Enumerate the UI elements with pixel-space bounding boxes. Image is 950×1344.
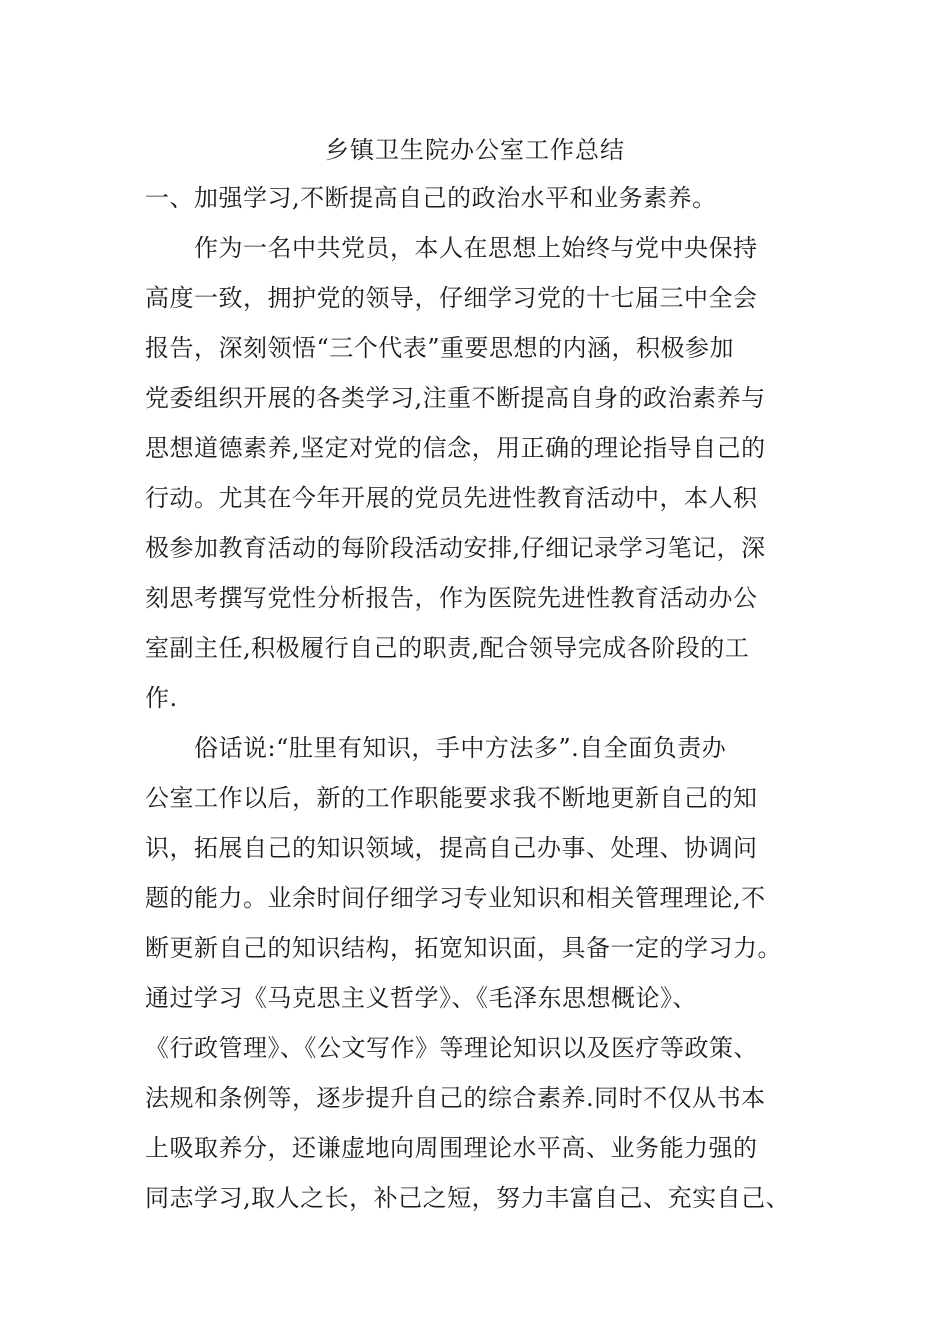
body-line: 高度一致，拥护党的领导，仔细学习党的十七届三中全会	[145, 284, 758, 312]
body-line: 识，拓展自己的知识领域，提高自己办事、处理、协调问	[145, 834, 758, 862]
body-line: 同志学习,取人之长，补己之短，努力丰富自己、充实自己、	[145, 1184, 791, 1212]
body-line: 《行政管理》、《公文写作》等理论知识以及医疗等政策、	[145, 1034, 758, 1062]
body-line: 题的能力。业余时间仔细学习专业知识和相关管理理论,不	[145, 884, 766, 912]
body-line: 思想道德素养,坚定对党的信念，用正确的理论指导自己的	[145, 434, 766, 462]
body-line: 通过学习《马克思主义哲学》、《毛泽东思想概论》、	[145, 984, 697, 1012]
body-line: 法规和条例等，逐步提升自己的综合素养.同时不仅从书本	[145, 1084, 766, 1112]
body-line: 作.	[145, 684, 178, 712]
document-title: 乡镇卫生院办公室工作总结	[325, 136, 625, 164]
body-line: 刻思考撰写党性分析报告，作为医院先进性教育活动办公	[145, 584, 758, 612]
body-line: 俗话说:“肚里有知识，手中方法多”.自全面负责办	[145, 734, 727, 762]
body-line: 党委组织开展的各类学习,注重不断提高自身的政治素养与	[145, 384, 766, 412]
body-line: 室副主任,积极履行自己的职责,配合领导完成各阶段的工	[145, 634, 750, 662]
body-line: 行动。尤其在今年开展的党员先进性教育活动中，本人积	[145, 484, 758, 512]
body-line: 作为一名中共党员，本人在思想上始终与党中央保持	[145, 234, 758, 262]
body-line: 上吸取养分，还谦虚地向周围理论水平高、业务能力强的	[145, 1134, 758, 1162]
body-line: 一、加强学习,不断提高自己的政治水平和业务素养。	[145, 184, 717, 212]
body-line: 断更新自己的知识结构，拓宽知识面，具备一定的学习力。	[145, 934, 782, 962]
body-line: 极参加教育活动的每阶段活动安排,仔细记录学习笔记，深	[145, 534, 766, 562]
body-line: 公室工作以后，新的工作职能要求我不断地更新自己的知	[145, 784, 758, 812]
body-line: 报告，深刻领悟“三个代表”重要思想的内涵，积极参加	[145, 334, 735, 362]
